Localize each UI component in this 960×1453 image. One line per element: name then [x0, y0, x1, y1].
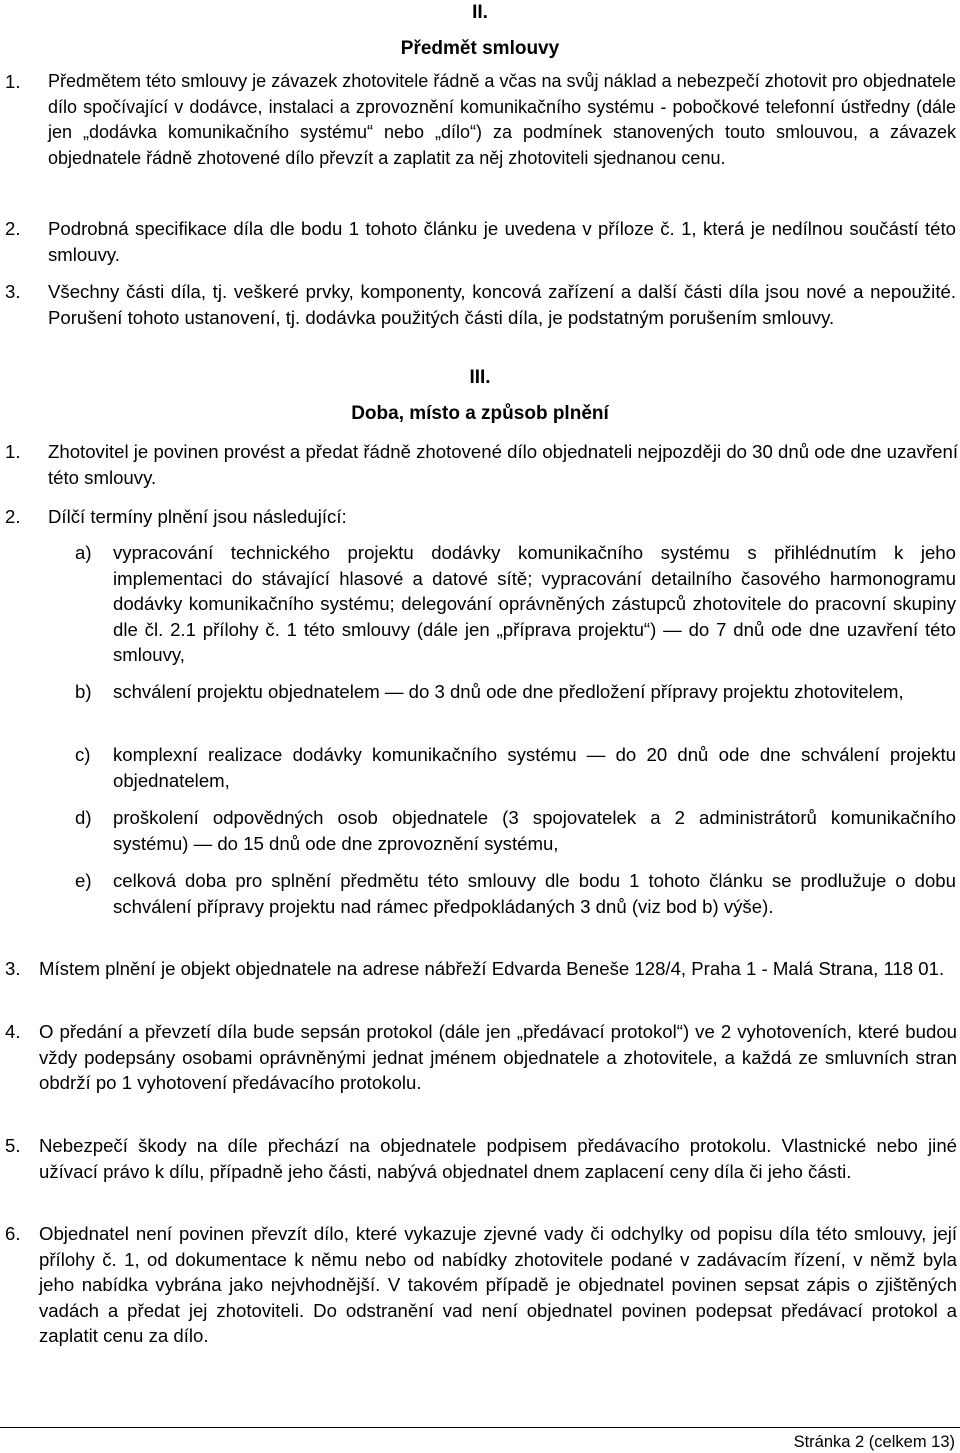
item-text: Podrobná specifikace díla dle bodu 1 tohoto článku je uvedena v příloze č. 1, která je nedílnou součástí této smlouvy.	[48, 218, 956, 265]
item-text: Dílčí termíny plnění jsou následující:	[48, 506, 347, 527]
sub-item-label: c)	[75, 744, 91, 765]
item-text: Nebezpečí škody na díle přechází na objednatele podpisem předávacího protokolu. Vlastnické nebo jiné užívací právo k dílu, případně jeho části, nabývá objednatel dnem zaplacení ceny díla či jeho části.	[39, 1135, 957, 1182]
item-number: 4.	[5, 1021, 21, 1042]
item-text: O předání a převzetí díla bude sepsán protokol (dále jen „předávací protokol“) ve 2 vyhotoveních, které budou vždy podepsány osobami oprávněnými jednat jménem objednatele a zhotovitele, a každá ze smluvních stran obdrží po 1 vyhotovení předávacího protokolu.	[39, 1021, 957, 1093]
item-text: Zhotovitel je povinen provést a předat řádně zhotovené dílo objednateli nejpozději do 30 dnů ode dne uzavření této smlouvy.	[48, 441, 958, 488]
footer-divider	[0, 1427, 960, 1428]
item-number: 3.	[5, 281, 21, 302]
item-number: 3.	[5, 958, 21, 979]
sub-item-text: komplexní realizace dodávky komunikačního systému — do 20 dnů ode dne schválení projektu objednatelem,	[113, 744, 956, 791]
page-number: Stránka 2 (celkem 13)	[793, 1433, 955, 1451]
sub-item-text: proškolení odpovědných osob objednatele (3 spojovatelek a 2 administrátorů komunikačního systému) — do 15 dnů ode dne zprovoznění systému,	[113, 807, 956, 854]
item-text: Místem plnění je objekt objednatele na adrese nábřeží Edvarda Beneše 128/4, Praha 1 - Malá Strana, 118 01.	[39, 958, 945, 979]
sub-item-label: d)	[75, 807, 92, 828]
item-number: 6.	[5, 1223, 21, 1244]
sub-item-label: a)	[75, 542, 92, 563]
item-number: 1.	[5, 441, 21, 462]
item-text: Objednatel není povinen převzít dílo, které vykazuje zjevné vady či odchylky od popisu díla této smlouvy, její přílohy č. 1, od dokumentace k němu nebo od nabídky zhotovitele podané v zadávacím řízení, v němž byla jeho nabídka vybrána jako nejvhodnější. V takovém případě je objednatel povinen sepsat zápis o zjištěných vadách a předat jej zhotoviteli. Do odstranění vad není objednatel povinen podepsat předávací protokol a zaplatit cenu za dílo.	[39, 1223, 957, 1346]
sub-item-text: vypracování technického projektu dodávky komunikačního systému s přihlédnutím k jeho implementaci do stávající hlasové a datové sítě; vypracování detailního časového harmonogramu dodávky komunikačního systému; delegování oprávněných zástupců zhotovitele do pracovní skupiny dle čl. 2.1 přílohy č. 1 této smlouvy (dále jen „příprava projektu“) — do 7 dnů ode dne uzavření této smlouvy,	[113, 542, 956, 665]
sub-item-label: e)	[75, 870, 92, 891]
section-title: Předmět smlouvy	[400, 38, 560, 59]
section-number: II.	[472, 2, 488, 23]
section-number: III.	[469, 367, 491, 388]
item-text: Všechny části díla, tj. veškeré prvky, komponenty, koncová zařízení a další části díla jsou nové a nepoužité. Porušení tohoto ustanovení, tj. dodávka použitých části díla, je podstatným porušením smlouvy.	[48, 281, 956, 328]
sub-item-text: celková doba pro splnění předmětu této smlouvy dle bodu 1 tohoto článku se prodlužuje o dobu schválení přípravy projektu nad rámec předpokládaných 3 dnů (viz bod b) výše).	[113, 870, 956, 917]
item-number: 5.	[5, 1135, 21, 1156]
section-title: Doba, místo a způsob plnění	[351, 403, 609, 424]
sub-item-text: schválení projektu objednatelem — do 3 dnů ode dne předložení přípravy projektu zhotovitelem,	[113, 681, 904, 702]
sub-item-label: b)	[75, 681, 92, 702]
item-number: 1.	[5, 71, 21, 92]
item-number: 2.	[5, 506, 21, 527]
item-text: Předmětem této smlouvy je závazek zhotovitele řádně a včas na svůj náklad a nebezpečí zhotovit pro objednatele dílo spočívající v dodávce, instalaci a zprovoznění komunikačního systému - pobočkové telefonní ústředny (dále jen „dodávka komunikačního systému“ nebo „dílo“) za podmínek stanovených touto smlouvou, a závazek objednatele řádně zhotovené dílo převzít a zaplatit za něj zhotoviteli sjednanou cenu.	[48, 71, 956, 168]
item-number: 2.	[5, 218, 21, 239]
